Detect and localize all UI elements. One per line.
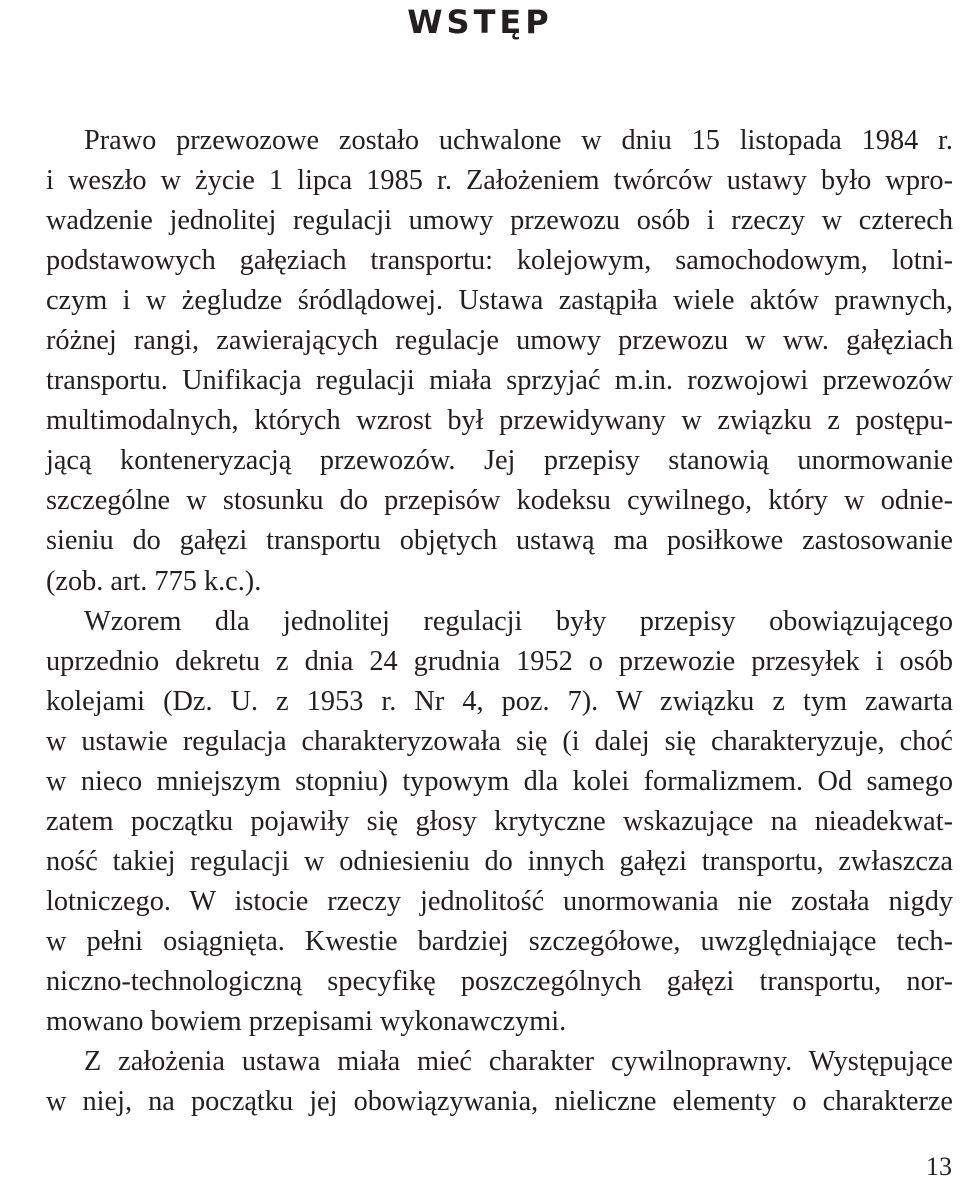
text-line: różnej rangi, zawierających regulacje umowy przewozu w ww. gałęziach (46, 325, 953, 357)
paragraph-2 (8, 602, 953, 1043)
text-line: wadzenie jednolitej regulacji umowy przewozu osób i rzeczy w czterech (46, 205, 953, 237)
text-line: w pełni osiągnięta. Kwestie bardziej szczegółowe, uwzględniające tech- (46, 925, 953, 957)
page-number: 13 (926, 1152, 952, 1181)
text-line: kolejami (Dz. U. z 1953 r. Nr 4, poz. 7). W związku z tym zawarta (46, 685, 953, 717)
page-title: WSTĘP (407, 3, 553, 41)
text-line: (zob. art. 775 k.c.). (46, 565, 262, 597)
text-line: transportu. Unifikacja regulacji miała sprzyjać m.in. rozwojowi przewozów (46, 365, 953, 397)
text-line: podstawowych gałęziach transportu: kolejowym, samochodowym, lotni- (46, 245, 953, 277)
text-line: w ustawie regulacja charakteryzowała się (i dalej się charakteryzuje, choć (46, 725, 953, 757)
text-line: mowano bowiem przepisami wykonawczymi. (46, 1006, 567, 1038)
text-line: Wzorem dla jednolitej regulacji były przepisy obowiązującego (84, 605, 953, 637)
text-line: i weszło w życie 1 lipca 1985 r. Założeniem twórców ustawy było wpro- (46, 165, 953, 197)
text-line: lotniczego. W istocie rzeczy jednolitość unormowania nie została nigdy (46, 885, 953, 917)
text-line: ność takiej regulacji w odniesieniu do innych gałęzi transportu, zwłaszcza (46, 845, 953, 877)
text-line: niczno-technologiczną specyfikę poszczególnych gałęzi transportu, nor- (46, 965, 953, 997)
text-line: Z założenia ustawa miała mieć charakter cywilnoprawny. Występujące (84, 1046, 953, 1078)
text-line: w nieco mniejszym stopniu) typowym dla kolei formalizmem. Od samego (46, 765, 953, 797)
text-line: jącą konteneryzacją przewozów. Jej przepisy stanowią unormowanie (46, 445, 953, 477)
paragraph-3 (8, 1042, 953, 1122)
text-line: sieniu do gałęzi transportu objętych ustawą ma posiłkowe zastosowanie (46, 525, 953, 557)
text-line: zatem początku pojawiły się głosy krytyczne wskazujące na nieadekwat- (46, 805, 953, 837)
paragraph-1 (8, 121, 953, 602)
body-text (8, 121, 953, 1122)
text-line: w niej, na początku jej obowiązywania, nieliczne elementy o charakterze (46, 1086, 953, 1118)
text-line: multimodalnych, których wzrost był przewidywany w związku z postępu- (46, 405, 953, 437)
text-line: czym i w żegludze śródlądowej. Ustawa zastąpiła wiele aktów prawnych, (46, 285, 953, 317)
text-line: Prawo przewozowe zostało uchwalone w dniu 15 listopada 1984 r. (84, 125, 953, 156)
text-line: szczególne w stosunku do przepisów kodeksu cywilnego, który w odnie- (46, 485, 953, 517)
text-line: uprzednio dekretu z dnia 24 grudnia 1952 o przewozie przesyłek i osób (46, 645, 953, 677)
